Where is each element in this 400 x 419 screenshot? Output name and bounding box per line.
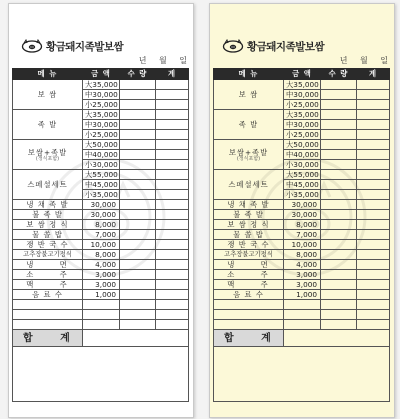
date-day-label: 일 xyxy=(179,56,187,65)
notes-area[interactable] xyxy=(214,347,390,402)
quantity-cell[interactable] xyxy=(321,110,357,120)
quantity-cell[interactable] xyxy=(321,290,357,300)
menu-price: 小35,000 xyxy=(284,190,321,200)
menu-price: 小30,000 xyxy=(284,160,321,170)
blank-name-cell[interactable] xyxy=(13,310,83,320)
menu-price: 大35,000 xyxy=(284,110,321,120)
blank-name-cell[interactable] xyxy=(13,320,83,330)
menu-price: 中30,000 xyxy=(83,120,120,130)
date-year-label: 년 xyxy=(138,56,147,65)
table-row xyxy=(13,200,189,210)
table-row xyxy=(214,230,390,240)
quantity-cell[interactable] xyxy=(120,310,156,320)
table-row xyxy=(214,290,390,300)
line-total-cell[interactable] xyxy=(357,230,390,240)
menu-price: 3,000 xyxy=(83,270,120,280)
header-menu: 메 뉴 xyxy=(214,69,284,80)
header-price: 금 액 xyxy=(284,69,321,80)
menu-price: 8,000 xyxy=(284,220,321,230)
menu-price: 大50,000 xyxy=(83,140,120,150)
header-menu: 메 뉴 xyxy=(13,69,83,80)
quantity-cell[interactable] xyxy=(120,120,156,130)
line-total-cell[interactable] xyxy=(156,140,189,150)
blank-price-cell[interactable] xyxy=(284,300,321,310)
menu-price: 大35,000 xyxy=(83,110,120,120)
table-row xyxy=(13,140,189,150)
menu-price: 30,000 xyxy=(83,210,120,220)
menu-price: 30,000 xyxy=(284,210,321,220)
menu-group-name xyxy=(214,140,284,170)
menu-item-name: 불 족 발 xyxy=(13,210,83,220)
line-total-cell[interactable] xyxy=(357,160,390,170)
table-row xyxy=(214,260,390,270)
quantity-cell[interactable] xyxy=(120,230,156,240)
quantity-cell[interactable] xyxy=(321,310,357,320)
blank-price-cell[interactable] xyxy=(284,310,321,320)
line-total-cell[interactable] xyxy=(357,140,390,150)
line-total-cell[interactable] xyxy=(156,150,189,160)
pig-logo-icon xyxy=(222,39,244,53)
quantity-cell[interactable] xyxy=(120,250,156,260)
quantity-cell[interactable] xyxy=(120,220,156,230)
table-row xyxy=(13,110,189,120)
menu-item-name: 쟁 반 국 수 xyxy=(214,240,284,250)
table-row xyxy=(13,270,189,280)
table-row xyxy=(13,220,189,230)
quantity-cell[interactable] xyxy=(321,320,357,330)
quantity-cell[interactable] xyxy=(321,130,357,140)
menu-group-label: 스페셜세트 xyxy=(27,180,68,189)
quantity-cell[interactable] xyxy=(321,270,357,280)
table-row xyxy=(214,270,390,280)
table-row xyxy=(214,250,390,260)
line-total-cell[interactable] xyxy=(357,150,390,160)
order-table xyxy=(213,68,390,402)
line-total-cell[interactable] xyxy=(156,310,189,320)
quantity-cell[interactable] xyxy=(120,210,156,220)
table-row xyxy=(214,80,390,90)
line-total-cell[interactable] xyxy=(357,130,390,140)
quantity-cell[interactable] xyxy=(321,160,357,170)
menu-price: 小25,000 xyxy=(83,100,120,110)
line-total-cell[interactable] xyxy=(357,320,390,330)
quantity-cell[interactable] xyxy=(321,230,357,240)
line-total-cell[interactable] xyxy=(156,220,189,230)
line-total-cell[interactable] xyxy=(156,250,189,260)
menu-item-name: 보 쌈 정 식 xyxy=(13,220,83,230)
quantity-cell[interactable] xyxy=(321,220,357,230)
line-total-cell[interactable] xyxy=(156,180,189,190)
blank-row xyxy=(214,320,390,330)
total-value-cell[interactable] xyxy=(284,330,390,347)
menu-price: 中30,000 xyxy=(284,90,321,100)
menu-group-name xyxy=(13,110,83,140)
notes-area[interactable] xyxy=(13,347,189,402)
quantity-cell[interactable] xyxy=(120,180,156,190)
menu-price: 30,000 xyxy=(83,200,120,210)
line-total-cell[interactable] xyxy=(357,260,390,270)
menu-item-name: 쟁 반 국 수 xyxy=(13,240,83,250)
table-row xyxy=(214,110,390,120)
brand-logo xyxy=(222,38,324,54)
menu-item-name: 냉 채 족 발 xyxy=(214,200,284,210)
total-row xyxy=(214,330,390,347)
line-total-cell[interactable] xyxy=(156,210,189,220)
menu-item-name: 고추장불고기정식 xyxy=(214,250,284,260)
receipt-sheet-yellow xyxy=(209,3,395,418)
table-row xyxy=(214,200,390,210)
menu-price: 中30,000 xyxy=(284,120,321,130)
quantity-cell[interactable] xyxy=(321,260,357,270)
total-label: 합 계 xyxy=(214,330,284,347)
quantity-cell[interactable] xyxy=(120,140,156,150)
line-total-cell[interactable] xyxy=(357,210,390,220)
blank-price-cell[interactable] xyxy=(83,310,120,320)
blank-name-cell[interactable] xyxy=(13,300,83,310)
quantity-cell[interactable] xyxy=(321,90,357,100)
menu-price: 中40,000 xyxy=(83,150,120,160)
menu-price: 中30,000 xyxy=(83,90,120,100)
line-total-cell[interactable] xyxy=(357,180,390,190)
table-row xyxy=(13,280,189,290)
menu-group-label: 보쌈+족발 xyxy=(228,147,269,157)
menu-item-name: 물 쏠 밥 xyxy=(214,230,284,240)
table-row xyxy=(13,260,189,270)
menu-group-subnote: (정식포함) xyxy=(35,155,60,162)
menu-group-label: 족 발 xyxy=(238,120,259,129)
menu-group-name xyxy=(13,170,83,200)
menu-group-name xyxy=(13,140,83,170)
table-row xyxy=(13,290,189,300)
quantity-cell[interactable] xyxy=(120,300,156,310)
date-day-label: 일 xyxy=(380,56,388,65)
table-row xyxy=(13,170,189,180)
line-total-cell[interactable] xyxy=(156,270,189,280)
quantity-cell[interactable] xyxy=(120,260,156,270)
menu-price: 10,000 xyxy=(284,240,321,250)
brand-name: 황금돼지족발보쌈 xyxy=(247,40,325,53)
date-month-label: 월 xyxy=(359,56,368,65)
line-total-cell[interactable] xyxy=(357,100,390,110)
menu-price: 8,000 xyxy=(284,250,321,260)
quantity-cell[interactable] xyxy=(120,320,156,330)
header-quantity: 수 량 xyxy=(120,69,156,80)
blank-name-cell[interactable] xyxy=(214,320,284,330)
quantity-cell[interactable] xyxy=(321,250,357,260)
menu-price: 10,000 xyxy=(83,240,120,250)
date-line xyxy=(340,55,388,66)
order-table xyxy=(12,68,189,402)
table-row xyxy=(13,80,189,90)
blank-name-cell[interactable] xyxy=(214,310,284,320)
menu-group-label: 보 쌈 xyxy=(238,90,259,99)
line-total-cell[interactable] xyxy=(357,200,390,210)
blank-price-cell[interactable] xyxy=(284,320,321,330)
quantity-cell[interactable] xyxy=(321,200,357,210)
line-total-cell[interactable] xyxy=(156,290,189,300)
quantity-cell[interactable] xyxy=(321,80,357,90)
menu-item-name: 냉 면 xyxy=(13,260,83,270)
menu-item-name: 맥 주 xyxy=(13,280,83,290)
line-total-cell[interactable] xyxy=(357,310,390,320)
blank-row xyxy=(13,310,189,320)
line-total-cell[interactable] xyxy=(357,290,390,300)
table-row xyxy=(214,170,390,180)
quantity-cell[interactable] xyxy=(321,210,357,220)
menu-price: 8,000 xyxy=(83,220,120,230)
quantity-cell[interactable] xyxy=(321,300,357,310)
table-row xyxy=(13,240,189,250)
quantity-cell[interactable] xyxy=(321,240,357,250)
menu-price: 大35,000 xyxy=(83,80,120,90)
menu-price: 1,000 xyxy=(284,290,321,300)
menu-price: 中45,000 xyxy=(83,180,120,190)
line-total-cell[interactable] xyxy=(156,130,189,140)
line-total-cell[interactable] xyxy=(357,90,390,100)
menu-price: 大50,000 xyxy=(284,140,321,150)
menu-price: 小35,000 xyxy=(83,190,120,200)
table-header-row xyxy=(214,69,390,80)
quantity-cell[interactable] xyxy=(321,280,357,290)
table-row xyxy=(214,240,390,250)
menu-item-name: 냉 채 족 발 xyxy=(13,200,83,210)
menu-price: 1,000 xyxy=(83,290,120,300)
quantity-cell[interactable] xyxy=(321,100,357,110)
table-row xyxy=(13,210,189,220)
line-total-cell[interactable] xyxy=(156,80,189,90)
quantity-cell[interactable] xyxy=(321,170,357,180)
quantity-cell[interactable] xyxy=(120,240,156,250)
header-total: 계 xyxy=(156,69,189,80)
notes-row xyxy=(214,347,390,402)
quantity-cell[interactable] xyxy=(120,100,156,110)
table-row xyxy=(214,220,390,230)
quantity-cell[interactable] xyxy=(120,130,156,140)
menu-price: 大35,000 xyxy=(284,80,321,90)
menu-group-label: 보 쌈 xyxy=(37,90,58,99)
table-header-row xyxy=(13,69,189,80)
date-line xyxy=(139,55,187,66)
table-row xyxy=(214,210,390,220)
menu-price: 30,000 xyxy=(284,200,321,210)
quantity-cell[interactable] xyxy=(321,150,357,160)
header-total: 계 xyxy=(357,69,390,80)
menu-item-name: 불 족 발 xyxy=(214,210,284,220)
line-total-cell[interactable] xyxy=(156,110,189,120)
blank-row xyxy=(13,300,189,310)
blank-row xyxy=(13,320,189,330)
line-total-cell[interactable] xyxy=(357,120,390,130)
brand-name: 황금돼지족발보쌈 xyxy=(46,40,124,53)
menu-price: 小25,000 xyxy=(83,130,120,140)
line-total-cell[interactable] xyxy=(156,240,189,250)
menu-price: 中40,000 xyxy=(284,150,321,160)
date-year-label: 년 xyxy=(339,56,348,65)
brand-logo xyxy=(21,38,123,54)
menu-item-name: 물 쏠 밥 xyxy=(13,230,83,240)
line-total-cell[interactable] xyxy=(357,80,390,90)
line-total-cell[interactable] xyxy=(156,230,189,240)
quantity-cell[interactable] xyxy=(120,270,156,280)
menu-item-name: 보 쌈 정 식 xyxy=(214,220,284,230)
menu-group-subnote: (정식포함) xyxy=(236,155,261,162)
quantity-cell[interactable] xyxy=(120,200,156,210)
menu-price: 4,000 xyxy=(83,260,120,270)
date-month-label: 월 xyxy=(158,56,167,65)
line-total-cell[interactable] xyxy=(156,100,189,110)
menu-price: 8,000 xyxy=(83,250,120,260)
menu-price: 小30,000 xyxy=(83,160,120,170)
menu-price: 3,000 xyxy=(83,280,120,290)
line-total-cell[interactable] xyxy=(357,190,390,200)
line-total-cell[interactable] xyxy=(357,300,390,310)
table-row xyxy=(214,140,390,150)
blank-name-cell[interactable] xyxy=(214,300,284,310)
line-total-cell[interactable] xyxy=(156,160,189,170)
menu-price: 大55,000 xyxy=(284,170,321,180)
quantity-cell[interactable] xyxy=(120,290,156,300)
line-total-cell[interactable] xyxy=(156,90,189,100)
menu-price: 7,000 xyxy=(83,230,120,240)
line-total-cell[interactable] xyxy=(156,170,189,180)
blank-price-cell[interactable] xyxy=(83,320,120,330)
blank-row xyxy=(214,300,390,310)
table-row xyxy=(13,230,189,240)
line-total-cell[interactable] xyxy=(357,270,390,280)
quantity-cell[interactable] xyxy=(120,160,156,170)
quantity-cell[interactable] xyxy=(120,110,156,120)
menu-group-label: 족 발 xyxy=(37,120,58,129)
line-total-cell[interactable] xyxy=(357,170,390,180)
quantity-cell[interactable] xyxy=(120,150,156,160)
menu-group-name xyxy=(214,170,284,200)
line-total-cell[interactable] xyxy=(357,240,390,250)
line-total-cell[interactable] xyxy=(156,300,189,310)
total-label: 합 계 xyxy=(13,330,83,347)
menu-price: 小25,000 xyxy=(284,130,321,140)
line-total-cell[interactable] xyxy=(156,190,189,200)
blank-price-cell[interactable] xyxy=(83,300,120,310)
receipt-sheet-white xyxy=(8,3,194,418)
menu-group-label: 보쌈+족발 xyxy=(27,147,68,157)
quantity-cell[interactable] xyxy=(120,90,156,100)
line-total-cell[interactable] xyxy=(156,200,189,210)
pig-logo-icon xyxy=(21,39,43,53)
header-price: 금 액 xyxy=(83,69,120,80)
menu-item-name: 소 주 xyxy=(214,270,284,280)
menu-group-name xyxy=(13,80,83,110)
quantity-cell[interactable] xyxy=(120,170,156,180)
menu-price: 3,000 xyxy=(284,270,321,280)
line-total-cell[interactable] xyxy=(156,280,189,290)
menu-price: 3,000 xyxy=(284,280,321,290)
quantity-cell[interactable] xyxy=(120,80,156,90)
menu-group-label: 스페셜세트 xyxy=(228,180,269,189)
menu-price: 4,000 xyxy=(284,260,321,270)
line-total-cell[interactable] xyxy=(357,280,390,290)
total-value-cell[interactable] xyxy=(83,330,189,347)
menu-item-name: 소 주 xyxy=(13,270,83,280)
line-total-cell[interactable] xyxy=(357,250,390,260)
line-total-cell[interactable] xyxy=(156,320,189,330)
line-total-cell[interactable] xyxy=(156,120,189,130)
menu-item-name: 냉 면 xyxy=(214,260,284,270)
line-total-cell[interactable] xyxy=(357,220,390,230)
menu-item-name: 음 료 수 xyxy=(13,290,83,300)
menu-group-name xyxy=(214,80,284,110)
total-row xyxy=(13,330,189,347)
header-quantity: 수 량 xyxy=(321,69,357,80)
quantity-cell[interactable] xyxy=(321,120,357,130)
quantity-cell[interactable] xyxy=(120,190,156,200)
line-total-cell[interactable] xyxy=(156,260,189,270)
line-total-cell[interactable] xyxy=(357,110,390,120)
menu-price: 小25,000 xyxy=(284,100,321,110)
quantity-cell[interactable] xyxy=(321,190,357,200)
quantity-cell[interactable] xyxy=(321,140,357,150)
menu-price: 中45,000 xyxy=(284,180,321,190)
blank-row xyxy=(214,310,390,320)
table-row xyxy=(214,280,390,290)
quantity-cell[interactable] xyxy=(321,180,357,190)
notes-row xyxy=(13,347,189,402)
menu-item-name: 음 료 수 xyxy=(214,290,284,300)
menu-price: 7,000 xyxy=(284,230,321,240)
quantity-cell[interactable] xyxy=(120,280,156,290)
receipt-header xyxy=(9,4,193,70)
receipt-header xyxy=(210,4,394,70)
table-row xyxy=(13,250,189,260)
menu-item-name: 맥 주 xyxy=(214,280,284,290)
menu-item-name: 고추장불고기정식 xyxy=(13,250,83,260)
menu-price: 大55,000 xyxy=(83,170,120,180)
menu-group-name xyxy=(214,110,284,140)
